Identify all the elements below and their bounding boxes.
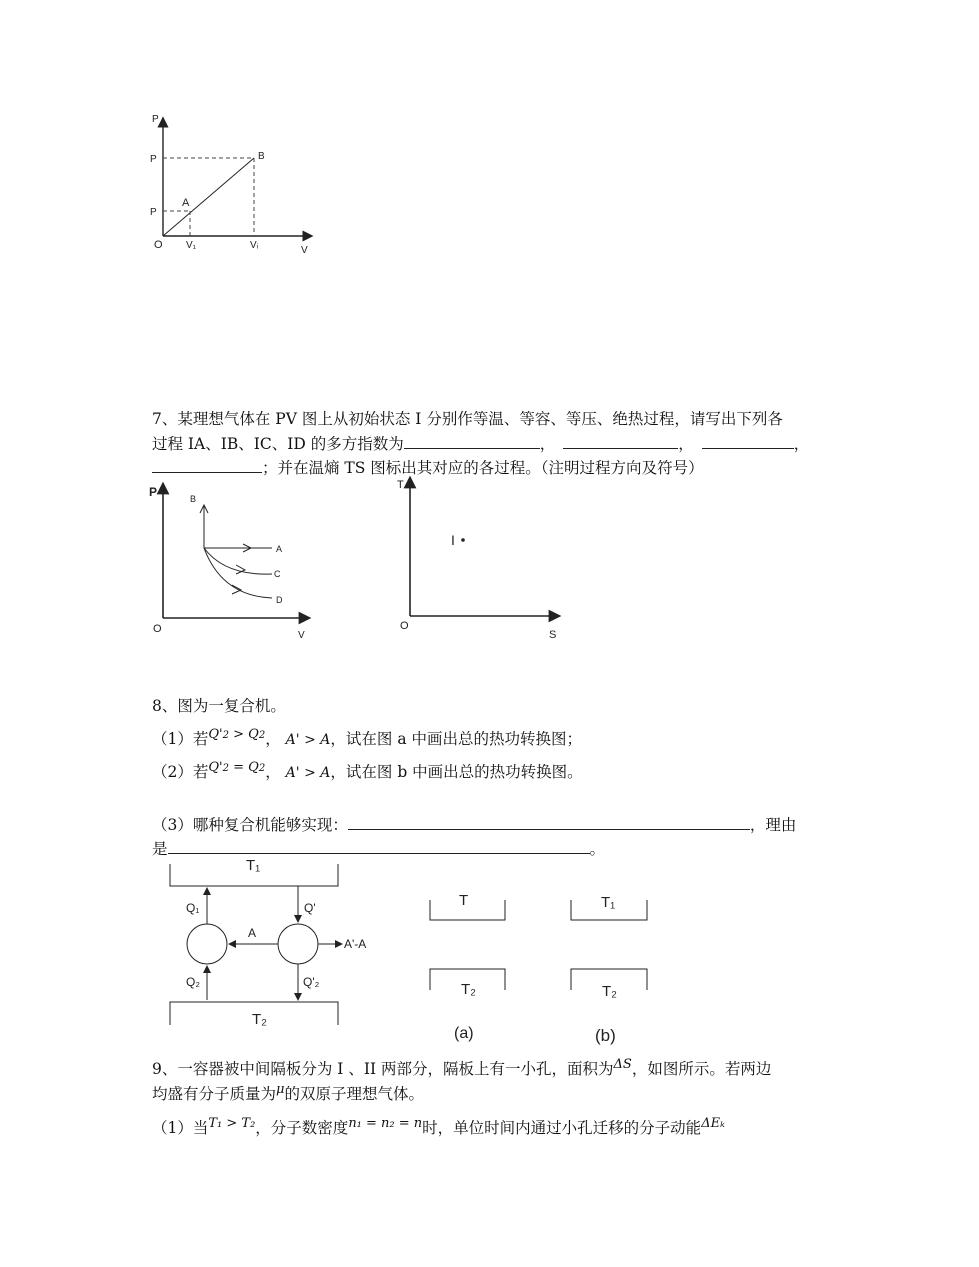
v-axis-label: V (298, 630, 305, 641)
q8-part1-suffix: ，试在图 a 中画出总的热功转换图； (330, 730, 582, 748)
label-a: A (276, 544, 283, 554)
process-ic (204, 548, 272, 574)
t-axis-label: T (397, 479, 404, 491)
q7-line2 (152, 433, 809, 455)
compound-engine-diagram (160, 852, 400, 1032)
label-c: C (274, 569, 281, 579)
formula-a-prime: A' > A (285, 765, 331, 781)
state-i-point (461, 538, 465, 542)
q7-comma: ， (793, 435, 810, 453)
state-i-label: I (451, 532, 455, 548)
q9-part1 (152, 1117, 725, 1141)
p-top-label: P (150, 154, 157, 165)
s-axis-label: S (549, 629, 557, 641)
point-b-label: B (258, 151, 265, 162)
process-line-ab (163, 158, 254, 236)
figure-a-bottom-label: T₂ (461, 981, 476, 998)
q9-part1-mid: ，分子数密度 (255, 1119, 349, 1137)
p-axis-label: P (152, 114, 159, 125)
figure-a-top-label: T (459, 892, 469, 909)
q8-part2: （2）若$^{Q'2 = Q2}$， A' > A，试在图 b 中画出总的热功转换图。 (152, 760, 583, 781)
v1-label: V₁ (186, 240, 197, 251)
q8-part3 (152, 814, 796, 836)
work-a-label: A (248, 926, 257, 940)
figure-b-bottom-label: T₂ (602, 983, 617, 1000)
origin-label: O (400, 620, 409, 632)
figure-a (420, 880, 520, 1045)
q8-part3-suffix: ，理由 (749, 816, 797, 834)
q8-part1-prefix: （1）若 (152, 730, 209, 748)
formula-n-relation: n₁ = n₂ = n (348, 1116, 423, 1131)
q7-line2-text: 过程 IA、IB、IC、ID 的多方指数为 (152, 435, 404, 453)
q9-line1-suffix: ，如图所示。若两边 (631, 1060, 772, 1078)
q8-part1: （1）若$^{Q'2 > Q2}$， A' > A，试在图 a 中画出总的热功转换图； (152, 727, 582, 748)
ts-diagram (393, 476, 573, 646)
pv-diagram-processes (140, 480, 320, 645)
p-axis-label: P (149, 485, 158, 499)
figure-b-top-label: T₁ (601, 894, 616, 911)
q7-comma: ， (678, 435, 694, 453)
q8-part2-prefix: （2）若 (152, 763, 209, 781)
q8-title: 8、图为一复合机。 (152, 697, 286, 715)
answer-blank-ia[interactable] (404, 433, 540, 449)
q9-part1-mid2: 时，单位时间内通过小孔迁移的分子动能 (422, 1119, 702, 1137)
q8-reason-prefix: 是 (152, 840, 168, 858)
figure-b-caption: (b) (595, 1026, 616, 1045)
formula-q-equal: Q'2 = Q2 (208, 760, 266, 775)
q8-reason-suffix: 。 (589, 840, 606, 858)
q9-line1 (152, 1058, 771, 1082)
label-d: D (276, 595, 283, 605)
formula-mu: μ (276, 1082, 285, 1097)
answer-blank-id[interactable] (152, 457, 262, 473)
answer-blank-which[interactable] (348, 814, 750, 830)
vi-label: Vᵢ (250, 240, 259, 251)
q-prime-top-label: Q' (304, 901, 316, 915)
engine-right (278, 924, 318, 964)
q9-line2-suffix: 的双原子理想气体。 (284, 1085, 424, 1103)
figure-a-caption: (a) (454, 1025, 474, 1042)
q1-label: Q₁ (186, 901, 200, 915)
origin-label: O (153, 623, 162, 635)
q7-line1: 7、某理想气体在 PV 图上从初始状态 I 分别作等温、等容、等压、绝热过程，请写出下列各 (152, 410, 783, 428)
pv-diagram-ab (140, 108, 330, 258)
formula-t-relation: T₁ > T₂ (208, 1116, 256, 1131)
label-b: B (190, 494, 197, 504)
formula-q-prime: Q'2 > Q2 (208, 727, 266, 742)
top-reservoir-label: T₁ (246, 857, 261, 874)
q9-line2-prefix: 均盛有分子质量为 (152, 1085, 277, 1103)
origin-label: O (154, 239, 163, 251)
q9-line1-prefix: 9、一容器被中间隔板分为 I 、II 两部分，隔板上有一小孔，面积为 (152, 1060, 614, 1078)
q-prime-bottom-label: Q'₂ (303, 975, 320, 989)
q7-line3-text: ；并在温熵 TS 图标出其对应的各过程。（注明过程方向及符号） (262, 459, 704, 477)
formula-a-prime: A' > A (285, 732, 331, 748)
formula-delta-ek: ΔEₖ (701, 1116, 725, 1131)
v-axis-label: V (301, 245, 308, 256)
q7-comma: ， (539, 435, 556, 453)
q8-part2-suffix: ，试在图 b 中画出总的热功转换图。 (330, 763, 583, 781)
point-a-label: A (182, 197, 190, 209)
p-bottom-label: P (150, 207, 157, 218)
q9-part1-prefix: （1）当 (152, 1119, 209, 1137)
figure-b (561, 880, 661, 1045)
answer-blank-ib[interactable] (563, 433, 678, 449)
bottom-reservoir-label: T₂ (252, 1011, 267, 1028)
answer-blank-ic[interactable] (702, 433, 794, 449)
formula-delta-s: ΔS (613, 1057, 632, 1072)
q9-line2 (152, 1083, 424, 1107)
work-out-label: A'-A (344, 937, 367, 951)
engine-left (187, 924, 227, 964)
q8-part3-prefix: （3）哪种复合机能够实现： (152, 816, 348, 834)
q2-label: Q₂ (186, 975, 200, 989)
